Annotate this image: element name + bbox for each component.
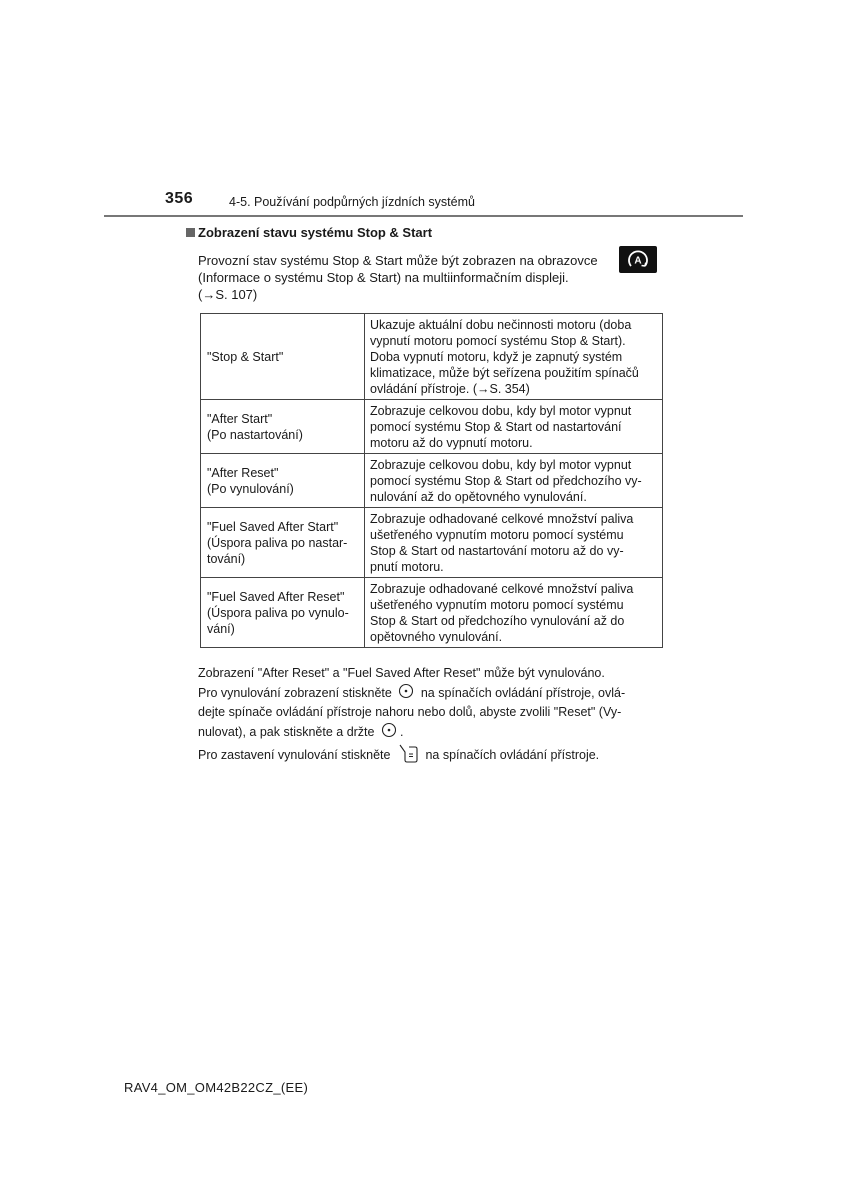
note-line: dejte spínače ovládání přístroje nahoru nebo dolů, abyste zvolili "Reset" (Vy- xyxy=(198,705,622,719)
description-line: Zobrazuje odhadované celkové množství paliva xyxy=(370,512,634,526)
label-line: (Po vynulování) xyxy=(207,482,294,496)
note-line xyxy=(198,743,668,769)
intro-line: Provozní stav systému Stop & Start může být zobrazen na obrazovce xyxy=(198,253,598,268)
section-bullet-icon xyxy=(186,228,195,237)
label-cell xyxy=(201,454,365,508)
label-cell xyxy=(201,578,365,648)
section-title-text: Zobrazení stavu systému Stop & Start xyxy=(198,225,433,240)
description-line: ušetřeného vypnutím motoru pomocí systému xyxy=(370,598,624,612)
label-line: "After Reset" xyxy=(207,466,279,480)
note-line xyxy=(198,683,668,705)
header-divider xyxy=(104,215,743,217)
label-cell xyxy=(201,314,365,400)
description-cell xyxy=(365,508,663,578)
label-line: (Úspora paliva po vynulo- xyxy=(207,606,349,620)
description-cell xyxy=(365,454,663,508)
description-cell xyxy=(365,578,663,648)
note-text: na spínačích ovládání přístroje. xyxy=(425,748,600,763)
note-text: Pro zastavení vynulování stiskněte xyxy=(198,748,391,763)
note-line: Zobrazení "After Reset" a "Fuel Saved After Reset" může být vynulováno. xyxy=(198,666,605,680)
notes xyxy=(198,665,668,769)
label-line: (Po nastartování) xyxy=(207,428,303,442)
note-text: na spínačích ovládání přístroje, ovlá- xyxy=(420,685,626,700)
description-line: pomocí systému Stop & Start od nastartování xyxy=(370,420,622,434)
description-line: Zobrazuje celkovou dobu, kdy byl motor vypnut xyxy=(370,404,632,418)
description-line: Stop & Start od předchozího vynulování až do xyxy=(370,614,625,628)
note-text: nulovat), a pak stiskněte a držte xyxy=(198,724,375,739)
svg-text:A: A xyxy=(634,255,642,266)
description-line: motoru až do vypnutí motoru. xyxy=(370,436,533,450)
section-heading xyxy=(186,225,432,240)
description-line: Doba vypnutí motoru, když je zapnutý systém xyxy=(370,350,623,364)
description-line: Ukazuje aktuální dobu nečinnosti motoru (doba xyxy=(370,318,632,332)
table-row xyxy=(201,508,663,578)
label-cell xyxy=(201,508,365,578)
label-line: "After Start" xyxy=(207,412,273,426)
table-row xyxy=(201,314,663,400)
label-line: "Fuel Saved After Reset" xyxy=(207,590,345,604)
description-line: pomocí systému Stop & Start od předchozího vy- xyxy=(370,474,642,488)
back-button-icon xyxy=(397,743,419,769)
description-line: klimatizace, může být seřízena použitím spínačů xyxy=(370,366,639,380)
note-text: . xyxy=(399,724,404,739)
info-table xyxy=(200,313,663,648)
table-row xyxy=(201,400,663,454)
footer-code: RAV4_OM_OM42B22CZ_(EE) xyxy=(124,1080,309,1095)
page-number: 356 xyxy=(165,190,194,207)
label-line: "Stop & Start" xyxy=(207,350,284,364)
label-line: tování) xyxy=(207,552,246,566)
ok-button-icon xyxy=(398,683,414,705)
description-line: ušetřeného vypnutím motoru pomocí systému xyxy=(370,528,624,542)
label-cell xyxy=(201,400,365,454)
ok-button-icon xyxy=(381,722,397,744)
intro-paragraph xyxy=(198,252,668,303)
intro-line: (Informace o systému Stop & Start) na multiinformačním displeji. xyxy=(198,270,569,285)
label-line: (Úspora paliva po nastar- xyxy=(207,536,348,550)
description-line: Zobrazuje celkovou dobu, kdy byl motor vypnut xyxy=(370,458,632,472)
description-cell xyxy=(365,400,663,454)
note-text: Pro vynulování zobrazení stiskněte xyxy=(198,685,392,700)
description-line: ovládání přístroje. (→S. 354) xyxy=(370,382,530,396)
description-line: opětovného vynulování. xyxy=(370,630,503,644)
description-line: nulování až do opětovného vynulování. xyxy=(370,490,587,504)
intro-line: (→S. 107) xyxy=(198,287,258,302)
description-line: vypnutí motoru pomocí systému Stop & Start). xyxy=(370,334,626,348)
description-line: pnutí motoru. xyxy=(370,560,444,574)
label-line: vání) xyxy=(207,622,235,636)
note-line xyxy=(198,722,668,744)
description-line: Stop & Start od nastartování motoru až do vy- xyxy=(370,544,624,558)
stop-start-a-icon xyxy=(619,246,657,273)
description-line: Zobrazuje odhadované celkové množství paliva xyxy=(370,582,634,596)
label-line: "Fuel Saved After Start" xyxy=(207,520,339,534)
table-row xyxy=(201,578,663,648)
description-cell xyxy=(365,314,663,400)
chapter-title: 4-5. Používání podpůrných jízdních systémů xyxy=(229,195,475,209)
table-row xyxy=(201,454,663,508)
